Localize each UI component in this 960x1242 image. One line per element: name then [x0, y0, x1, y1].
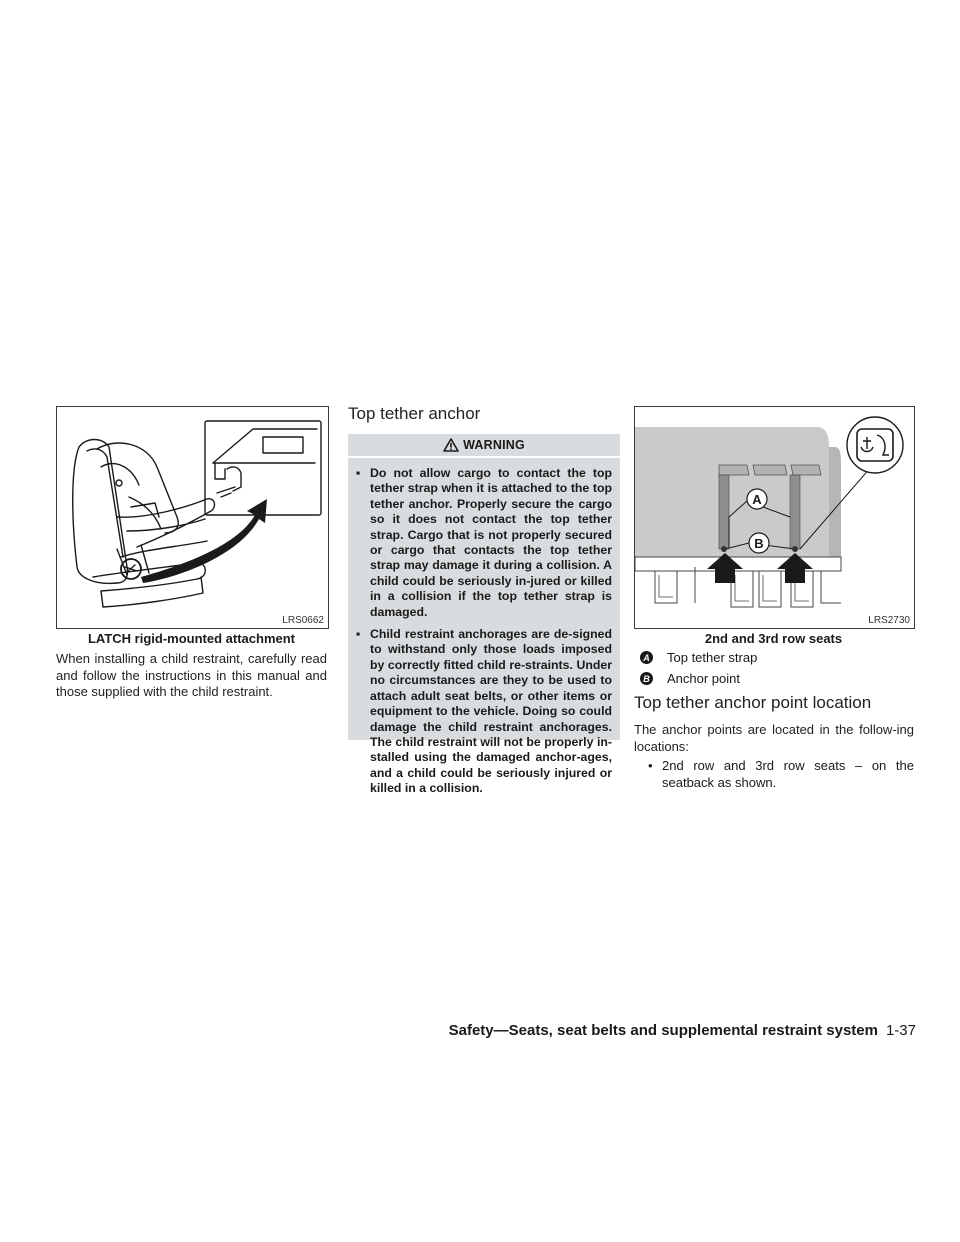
warning-box: [348, 434, 620, 796]
legend-text: Top tether strap: [667, 650, 758, 665]
latch-seat-illustration: [57, 407, 328, 628]
tether-seats-illustration: [635, 407, 914, 628]
warning-icon: [443, 438, 459, 452]
warning-title: WARNING: [463, 438, 525, 452]
warning-item: [356, 466, 612, 620]
warning-item: [356, 627, 612, 796]
latch-figure: [56, 406, 329, 629]
warning-header: [348, 434, 620, 458]
bullet-glyph: ▪: [356, 627, 361, 642]
bullet-glyph: •: [648, 758, 653, 773]
list-item: [648, 758, 914, 791]
figure-caption: LATCH rigid-mounted attachment: [87, 631, 296, 646]
figure-label-b: B: [754, 536, 764, 551]
page-footer: [449, 1022, 916, 1039]
legend-badge-a: A: [640, 651, 653, 664]
list-item-text: 2nd row and 3rd row seats – on the seatback as shown.: [662, 758, 914, 790]
page-number: 1-37: [885, 1022, 916, 1039]
figure-code: LRS2730: [868, 615, 910, 626]
legend-text: Anchor point: [667, 671, 740, 686]
legend-item-b: [640, 671, 740, 686]
latch-paragraph: When installing a child restraint, carefully read and follow the instructions in this manual and those supplied with the child restraint.: [56, 651, 327, 699]
footer-section-title: Safety—Seats, seat belts and supplemental restraint system: [448, 1022, 878, 1039]
tether-figure: [634, 406, 915, 629]
legend-badge-b: B: [640, 672, 653, 685]
legend-item-a: [640, 650, 757, 665]
section-heading-top-tether: Top tether anchor: [348, 404, 481, 423]
figure-label-a: A: [752, 492, 762, 507]
warning-item-text: Do not allow cargo to contact the top tether strap when it is attached to the top tether anchor. Properly secure the cargo so it does not contact the top tether strap. Cargo that is not properly secured or cargo that contacts the top tether strap may damage it during a collision. A child could be seriously in-jured or killed in a collision if the top tether strap is damaged.: [370, 466, 612, 619]
warning-list: [348, 458, 620, 797]
warning-item-text: Child restraint anchorages are de-signed to withstand only those loads imposed by correctly fitted child re-straints. Under no circumstances are they to be used to attach adult seat belts, or other items or equipment to the vehicle. Doing so could damage the child restraint anchorages. The child restraint will not be properly in-stalled using the damaged anchor-ages, and a child could be seriously injured or killed in a collision.: [370, 627, 612, 796]
section-heading-anchor-location: Top tether anchor point location: [634, 693, 872, 712]
figure-code: LRS0662: [282, 615, 324, 626]
anchor-location-paragraph: The anchor points are located in the follow-ing locations:: [634, 722, 914, 754]
figure-caption: 2nd and 3rd row seats: [704, 631, 843, 646]
bullet-glyph: ▪: [356, 466, 361, 480]
